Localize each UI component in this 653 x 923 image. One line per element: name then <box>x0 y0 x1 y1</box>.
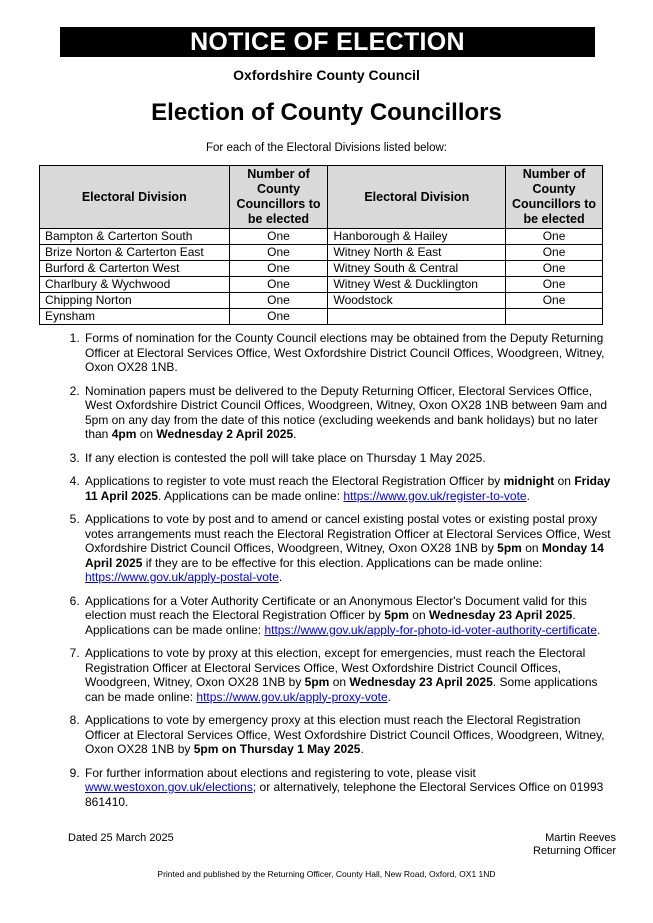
item-bold-text: 5pm <box>497 541 522 555</box>
notice-item <box>83 384 613 442</box>
councillor-count-cell: One <box>506 245 603 261</box>
table-row <box>40 261 603 277</box>
item-text: ; or alternatively, telephone the Electoral Services Office on 01993 861410. <box>85 780 604 809</box>
table-row <box>40 309 603 325</box>
councillor-count-cell <box>506 309 603 325</box>
item-link[interactable]: https://www.gov.uk/apply-postal-vote <box>85 570 279 584</box>
division-name-cell: Burford & Carterton West <box>40 261 230 277</box>
division-name-cell: Charlbury & Wychwood <box>40 277 230 293</box>
notice-item <box>83 451 613 466</box>
item-bold-text: Wednesday 23 April 2025 <box>428 608 573 622</box>
item-text: For further information about elections and registering to vote, please visit <box>85 765 476 780</box>
item-text: Applications to vote by emergency proxy at this election must reach the Electoral Registration Officer at Electoral Services Office, West Oxfordshire District Council Offices, Woodgreen, Witney, Oxon OX28 1NB by <box>85 713 605 756</box>
item-text: . <box>526 488 530 503</box>
notice-item <box>83 713 613 757</box>
item-text: Applications to vote by proxy at this election, except for emergencies, must reach the Electoral Registration Officer at Electoral Services Office, West Oxfordshire District Council Offices, Woodgreen, Witney, Oxon OX28 1NB by <box>85 646 586 689</box>
table-row <box>40 229 603 245</box>
item-link[interactable]: https://www.gov.uk/apply-for-photo-id-voter-authority-certificate <box>264 622 598 637</box>
division-name-cell: Hanborough & Hailey <box>328 229 506 245</box>
item-text: on <box>521 541 542 555</box>
item-text: Applications for a Voter Authority Certificate or an Anonymous Elector's Document valid for this election must reach the Electoral Registration Officer by <box>85 593 587 622</box>
item-text: . Applications can be made online: <box>157 488 344 503</box>
dated-text: Dated 25 March 2025 <box>68 832 174 844</box>
item-text: If any election is contested the poll will take place on Thursday 1 May 2025. <box>85 450 486 465</box>
division-name-cell: Witney West & Ducklington <box>328 277 506 293</box>
item-bold-text: 5pm on Thursday 1 May 2025 <box>193 742 361 756</box>
table-header-row <box>40 166 603 229</box>
item-text: on <box>408 608 429 622</box>
item-bold-text: Monday 14 April 2025 <box>85 541 604 570</box>
signer-name: Martin Reeves <box>545 832 616 844</box>
division-name-cell: Bampton & Carterton South <box>40 229 230 245</box>
item-text: if they are to be effective for this election. Applications can be made online: <box>142 555 543 570</box>
division-name-cell: Witney North & East <box>328 245 506 261</box>
notice-banner: NOTICE OF ELECTION <box>60 27 595 57</box>
divisions-table <box>39 165 603 325</box>
item-text: . Applications can be made online: <box>85 608 576 637</box>
councillor-count-cell: One <box>506 277 603 293</box>
signer-role: Returning Officer <box>533 845 616 857</box>
table-row <box>40 277 603 293</box>
item-text: on <box>136 427 157 441</box>
item-text: . <box>360 742 364 756</box>
councillor-count-cell: One <box>229 293 328 309</box>
item-link[interactable]: https://www.gov.uk/register-to-vote <box>343 488 527 503</box>
intro-text: For each of the Electoral Divisions listed below: <box>206 142 447 154</box>
header-division-right: Electoral Division <box>328 166 506 229</box>
councillor-count-cell: One <box>229 229 328 245</box>
councillor-count-cell: One <box>229 245 328 261</box>
notice-item <box>83 646 613 704</box>
item-text: Applications to register to vote must reach the Electoral Registration Officer by <box>85 474 504 488</box>
councillor-count-cell: One <box>506 293 603 309</box>
item-text: Forms of nomination for the County Council elections may be obtained from the Deputy Returning Officer at Electoral Services Office, West Oxfordshire District Council Offices, Woodgreen, Witney, Oxon OX28 1NB. <box>85 331 605 374</box>
item-bold-text: 4pm <box>111 427 137 441</box>
item-text: Nomination papers must be delivered to the Deputy Returning Officer, Electoral Services Office, West Oxfordshire District Council Offices, Woodgreen, Witney, Oxon OX28 1NB between 9am and 5pm on any day from the date of this notice (excluding weekends and bank holidays) but no later than <box>85 383 608 441</box>
notice-item <box>83 512 613 585</box>
item-bold-text: Friday 11 April 2025 <box>85 474 611 503</box>
notice-item <box>83 474 613 503</box>
item-bold-text: Wednesday 23 April 2025 <box>349 675 493 689</box>
division-name-cell: Chipping Norton <box>40 293 230 309</box>
item-link[interactable]: https://www.gov.uk/apply-proxy-vote <box>196 689 388 704</box>
item-bold-text: midnight <box>503 474 555 488</box>
header-division-left: Electoral Division <box>40 166 230 229</box>
notice-item <box>83 331 613 375</box>
item-bold-text: Wednesday 2 April 2025 <box>156 427 294 441</box>
item-text: . <box>597 622 601 637</box>
printed-by: Printed and published by the Returning Officer, County Hall, New Road, Oxford, OX1 1ND <box>157 869 496 879</box>
item-text: . <box>387 689 391 704</box>
item-text: . Some applications can be made online: <box>85 675 598 704</box>
councillor-count-cell: One <box>229 277 328 293</box>
councillor-count-cell: One <box>229 309 328 325</box>
notice-items <box>63 331 613 818</box>
councillor-count-cell: One <box>506 261 603 277</box>
table-row <box>40 293 603 309</box>
signature-block <box>533 832 616 858</box>
councillor-count-cell: One <box>229 261 328 277</box>
notice-item <box>83 766 613 810</box>
item-text: . <box>293 427 297 441</box>
item-link[interactable]: www.westoxon.gov.uk/elections <box>85 780 253 794</box>
councillor-count-cell: One <box>506 229 603 245</box>
notice-item <box>83 594 613 638</box>
division-name-cell: Woodstock <box>328 293 506 309</box>
division-name-cell: Brize Norton & Carterton East <box>40 245 230 261</box>
item-bold-text: 5pm <box>384 608 409 622</box>
council-name: Oxfordshire County Council <box>233 67 420 83</box>
item-bold-text: 5pm <box>304 675 330 689</box>
item-text: Applications to vote by post and to amend or cancel existing postal votes or existing postal proxy votes arrangements must reach the Electoral Registration Officer at Electoral Services Office, West Oxfordshire District Council Offices, Woodgreen, Witney, Oxon OX28 1NB by <box>85 512 611 555</box>
header-count-right: Number of County Councillors to be elected <box>506 166 603 229</box>
item-text: on <box>329 675 350 689</box>
division-name-cell: Eynsham <box>40 309 230 325</box>
division-name-cell: Witney South & Central <box>328 261 506 277</box>
table-row <box>40 245 603 261</box>
divisions-body <box>40 229 603 325</box>
page-title: Election of County Councillors <box>151 99 502 126</box>
item-text: on <box>554 474 575 488</box>
item-text: . <box>278 570 283 584</box>
header-count-left: Number of County Councillors to be elected <box>229 166 328 229</box>
division-name-cell <box>328 309 506 325</box>
